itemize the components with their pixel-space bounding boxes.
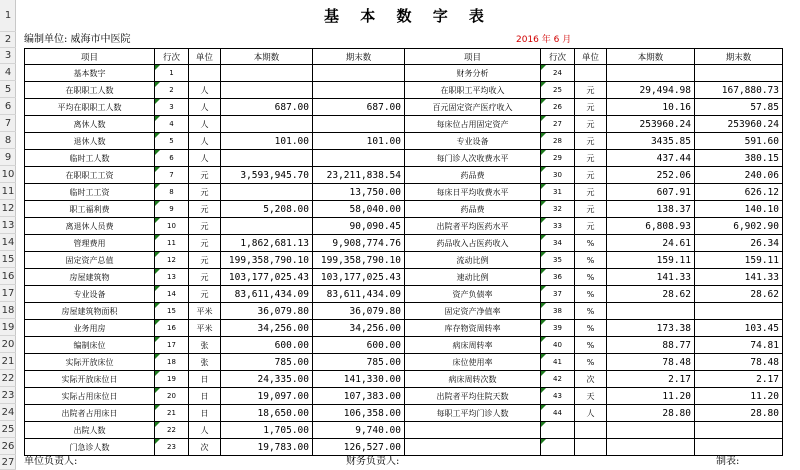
- table-row: [25, 269, 783, 286]
- right-cell-no[interactable]: 35: [541, 252, 575, 269]
- left-cell-end[interactable]: 90,090.45: [313, 218, 405, 235]
- left-cell-current[interactable]: 83,611,434.09: [221, 286, 313, 303]
- right-cell-no[interactable]: 32: [541, 201, 575, 218]
- right-cell-item[interactable]: 出院者平均住院天数: [405, 388, 541, 405]
- row-header-column: [0, 0, 16, 470]
- right-cell-no[interactable]: 36: [541, 269, 575, 286]
- left-cell-no[interactable]: 17: [155, 337, 189, 354]
- left-cell-unit[interactable]: 张: [189, 354, 221, 371]
- right-cell-end[interactable]: 2.17: [695, 371, 783, 388]
- right-cell-current[interactable]: [607, 422, 695, 439]
- row-number[interactable]: 24: [0, 404, 16, 421]
- left-cell-current[interactable]: 18,650.00: [221, 405, 313, 422]
- table-row: [25, 184, 783, 201]
- right-cell-no[interactable]: 28: [541, 133, 575, 150]
- left-cell-end[interactable]: 34,256.00: [313, 320, 405, 337]
- right-cell-end[interactable]: 28.62: [695, 286, 783, 303]
- left-cell-end[interactable]: 106,358.00: [313, 405, 405, 422]
- table-row: [25, 422, 783, 439]
- left-cell-end[interactable]: 58,040.00: [313, 201, 405, 218]
- right-cell-current[interactable]: 28.80: [607, 405, 695, 422]
- header-item-right: 项目: [405, 49, 541, 65]
- right-cell-end[interactable]: 11.20: [695, 388, 783, 405]
- left-cell-no[interactable]: 8: [155, 184, 189, 201]
- table-row: [25, 371, 783, 388]
- left-cell-end[interactable]: [313, 65, 405, 82]
- table-header-row: [25, 49, 783, 65]
- right-cell-item[interactable]: 药品费: [405, 201, 541, 218]
- right-cell-unit[interactable]: %: [575, 354, 607, 371]
- data-table: [24, 48, 783, 456]
- table-row: [25, 218, 783, 235]
- right-cell-item[interactable]: 出院者平均医药水平: [405, 218, 541, 235]
- report-title: 基 本 数 字 表: [324, 7, 492, 25]
- right-cell-current[interactable]: 11.20: [607, 388, 695, 405]
- right-cell-no[interactable]: 39: [541, 320, 575, 337]
- right-cell-current[interactable]: 437.44: [607, 150, 695, 167]
- left-cell-no[interactable]: 10: [155, 218, 189, 235]
- right-cell-unit[interactable]: 元: [575, 150, 607, 167]
- right-cell-end[interactable]: 240.06: [695, 167, 783, 184]
- right-cell-unit[interactable]: 元: [575, 116, 607, 133]
- right-cell-no[interactable]: 33: [541, 218, 575, 235]
- report-date: 2016 年 6 月: [516, 35, 572, 45]
- left-cell-unit[interactable]: 日: [189, 371, 221, 388]
- table-row: [25, 388, 783, 405]
- table-row: [25, 303, 783, 320]
- left-cell-end[interactable]: [313, 116, 405, 133]
- left-cell-current[interactable]: 101.00: [221, 133, 313, 150]
- right-cell-unit[interactable]: 元: [575, 99, 607, 116]
- left-cell-item[interactable]: 在职职工人数: [25, 82, 155, 99]
- row-number[interactable]: 4: [0, 64, 16, 81]
- table-row: [25, 252, 783, 269]
- left-cell-item[interactable]: 退休人数: [25, 133, 155, 150]
- right-cell-end[interactable]: 6,902.90: [695, 218, 783, 235]
- header-end: 期末数: [313, 49, 405, 65]
- left-cell-item[interactable]: 离退休人员费: [25, 218, 155, 235]
- header-item: 项目: [25, 49, 155, 65]
- right-cell-item[interactable]: [405, 439, 541, 456]
- left-cell-unit[interactable]: 元: [189, 184, 221, 201]
- left-cell-unit[interactable]: 元: [189, 201, 221, 218]
- table-row: [25, 354, 783, 371]
- footer-unit-head: 单位负责人:: [24, 456, 78, 467]
- left-cell-no[interactable]: 9: [155, 201, 189, 218]
- right-cell-end[interactable]: 159.11: [695, 252, 783, 269]
- right-cell-item[interactable]: 在职职工平均收入: [405, 82, 541, 99]
- left-cell-unit[interactable]: 人: [189, 150, 221, 167]
- right-cell-current[interactable]: 173.38: [607, 320, 695, 337]
- left-cell-no[interactable]: 12: [155, 252, 189, 269]
- row-number[interactable]: 7: [0, 115, 16, 132]
- left-cell-current[interactable]: [221, 116, 313, 133]
- right-cell-unit[interactable]: [575, 439, 607, 456]
- right-cell-end[interactable]: 167,880.73: [695, 82, 783, 99]
- left-cell-end[interactable]: 23,211,838.54: [313, 167, 405, 184]
- table-row: [25, 65, 783, 82]
- table-row: [25, 286, 783, 303]
- row-number[interactable]: 21: [0, 353, 16, 370]
- right-cell-unit[interactable]: 元: [575, 218, 607, 235]
- left-cell-no[interactable]: 5: [155, 133, 189, 150]
- table-row: [25, 167, 783, 184]
- right-cell-item[interactable]: 每门诊人次收费水平: [405, 150, 541, 167]
- right-cell-unit[interactable]: %: [575, 320, 607, 337]
- right-cell-current[interactable]: [607, 303, 695, 320]
- right-cell-end[interactable]: 74.81: [695, 337, 783, 354]
- left-cell-end[interactable]: 36,079.80: [313, 303, 405, 320]
- left-cell-no[interactable]: 4: [155, 116, 189, 133]
- right-cell-current[interactable]: [607, 65, 695, 82]
- row-number[interactable]: 27: [1, 457, 15, 468]
- right-cell-item[interactable]: 资产负债率: [405, 286, 541, 303]
- left-cell-current[interactable]: 199,358,790.10: [221, 252, 313, 269]
- left-cell-current[interactable]: [221, 82, 313, 99]
- left-cell-current[interactable]: 785.00: [221, 354, 313, 371]
- right-cell-item[interactable]: 流动比例: [405, 252, 541, 269]
- right-cell-no[interactable]: 41: [541, 354, 575, 371]
- left-cell-item[interactable]: 实际占用床位日: [25, 388, 155, 405]
- table-row: [25, 201, 783, 218]
- left-cell-item[interactable]: 离休人数: [25, 116, 155, 133]
- right-cell-no[interactable]: 30: [541, 167, 575, 184]
- left-cell-item[interactable]: 职工福利费: [25, 201, 155, 218]
- left-cell-item[interactable]: 出院者占用床日: [25, 405, 155, 422]
- spreadsheet: [16, 0, 800, 470]
- left-cell-no[interactable]: 2: [155, 82, 189, 99]
- right-cell-item[interactable]: 百元固定资产医疗收入: [405, 99, 541, 116]
- row-number[interactable]: 6: [0, 98, 16, 115]
- left-cell-item[interactable]: 基本数字: [25, 65, 155, 82]
- left-cell-no[interactable]: 16: [155, 320, 189, 337]
- table-row: [25, 235, 783, 252]
- right-cell-unit[interactable]: 元: [575, 201, 607, 218]
- row-number[interactable]: 26: [0, 438, 16, 455]
- left-cell-unit[interactable]: 元: [189, 252, 221, 269]
- left-cell-unit[interactable]: 人: [189, 422, 221, 439]
- header-row-no-right: 行次: [541, 49, 575, 65]
- row-number[interactable]: 3: [0, 48, 16, 64]
- right-cell-current[interactable]: [607, 439, 695, 456]
- right-cell-item[interactable]: 库存物资周转率: [405, 320, 541, 337]
- left-cell-item[interactable]: 在职职工工资: [25, 167, 155, 184]
- right-cell-current[interactable]: 29,494.98: [607, 82, 695, 99]
- left-cell-item[interactable]: 门急诊人数: [25, 439, 155, 456]
- right-cell-no[interactable]: 27: [541, 116, 575, 133]
- right-cell-current[interactable]: 28.62: [607, 286, 695, 303]
- table-row: [25, 337, 783, 354]
- right-cell-end[interactable]: 253960.24: [695, 116, 783, 133]
- row-number[interactable]: 9: [0, 149, 16, 166]
- left-cell-current[interactable]: 19,097.00: [221, 388, 313, 405]
- right-cell-current[interactable]: 138.37: [607, 201, 695, 218]
- right-cell-no[interactable]: 37: [541, 286, 575, 303]
- right-cell-current[interactable]: 10.16: [607, 99, 695, 116]
- right-cell-current[interactable]: 3435.85: [607, 133, 695, 150]
- left-cell-no[interactable]: 1: [155, 65, 189, 82]
- right-cell-item[interactable]: 专业设备: [405, 133, 541, 150]
- left-cell-no[interactable]: 14: [155, 286, 189, 303]
- right-cell-end[interactable]: 380.15: [695, 150, 783, 167]
- right-cell-unit[interactable]: [575, 65, 607, 82]
- left-cell-unit[interactable]: 张: [189, 337, 221, 354]
- left-cell-end[interactable]: 9,908,774.76: [313, 235, 405, 252]
- left-cell-current[interactable]: [221, 184, 313, 201]
- table-row: [25, 150, 783, 167]
- right-cell-item[interactable]: 固定资产净值率: [405, 303, 541, 320]
- right-cell-unit[interactable]: %: [575, 269, 607, 286]
- left-cell-item[interactable]: 实际开放床位: [25, 354, 155, 371]
- left-cell-current[interactable]: 24,335.00: [221, 371, 313, 388]
- right-cell-end[interactable]: [695, 65, 783, 82]
- footer-preparer: 制表:: [716, 456, 740, 467]
- left-cell-no[interactable]: 20: [155, 388, 189, 405]
- left-cell-item[interactable]: 房屋建筑物: [25, 269, 155, 286]
- right-cell-current[interactable]: 6,808.93: [607, 218, 695, 235]
- right-cell-item[interactable]: 每职工平均门诊人数: [405, 405, 541, 422]
- left-cell-end[interactable]: 103,177,025.43: [313, 269, 405, 286]
- right-cell-item[interactable]: 药品收入占医药收入: [405, 235, 541, 252]
- right-cell-end[interactable]: 26.34: [695, 235, 783, 252]
- row-number[interactable]: 22: [0, 370, 16, 387]
- left-cell-unit[interactable]: 元: [189, 286, 221, 303]
- left-cell-item[interactable]: 编制床位: [25, 337, 155, 354]
- left-cell-unit[interactable]: 人: [189, 116, 221, 133]
- right-cell-end[interactable]: 57.85: [695, 99, 783, 116]
- left-cell-unit[interactable]: 人: [189, 82, 221, 99]
- right-cell-current[interactable]: 253960.24: [607, 116, 695, 133]
- right-cell-item[interactable]: 每床位占用固定资产: [405, 116, 541, 133]
- left-cell-end[interactable]: 13,750.00: [313, 184, 405, 201]
- table-row: [25, 439, 783, 456]
- left-cell-no[interactable]: 18: [155, 354, 189, 371]
- right-cell-item[interactable]: 财务分析: [405, 65, 541, 82]
- left-cell-end[interactable]: [313, 82, 405, 99]
- left-cell-end[interactable]: 9,740.00: [313, 422, 405, 439]
- header-current: 本期数: [221, 49, 313, 65]
- right-cell-unit[interactable]: %: [575, 252, 607, 269]
- left-cell-end[interactable]: [313, 150, 405, 167]
- right-cell-no[interactable]: 40: [541, 337, 575, 354]
- header-unit: 单位: [189, 49, 221, 65]
- right-cell-item[interactable]: 病床周转次数: [405, 371, 541, 388]
- left-cell-item[interactable]: 房屋建筑物面积: [25, 303, 155, 320]
- row-number[interactable]: 17: [0, 285, 16, 302]
- header-current-right: 本期数: [607, 49, 695, 65]
- right-cell-end[interactable]: 140.10: [695, 201, 783, 218]
- left-cell-current[interactable]: 34,256.00: [221, 320, 313, 337]
- left-cell-current[interactable]: 5,208.00: [221, 201, 313, 218]
- right-cell-no[interactable]: 26: [541, 99, 575, 116]
- row-number[interactable]: 16: [0, 268, 16, 285]
- right-cell-unit[interactable]: %: [575, 303, 607, 320]
- right-cell-item[interactable]: 每床日平均收费水平: [405, 184, 541, 201]
- right-cell-end[interactable]: 103.45: [695, 320, 783, 337]
- left-cell-end[interactable]: 126,527.00: [313, 439, 405, 456]
- row-number[interactable]: 11: [0, 183, 16, 200]
- right-cell-end[interactable]: 591.60: [695, 133, 783, 150]
- left-cell-no[interactable]: 3: [155, 99, 189, 116]
- left-cell-item[interactable]: 业务用房: [25, 320, 155, 337]
- right-cell-current[interactable]: 88.77: [607, 337, 695, 354]
- left-cell-end[interactable]: 785.00: [313, 354, 405, 371]
- row-number[interactable]: 19: [0, 319, 16, 336]
- table-row: [25, 133, 783, 150]
- right-cell-unit[interactable]: 天: [575, 388, 607, 405]
- left-cell-current[interactable]: [221, 65, 313, 82]
- right-cell-current[interactable]: 24.61: [607, 235, 695, 252]
- right-cell-current[interactable]: 2.17: [607, 371, 695, 388]
- left-cell-no[interactable]: 7: [155, 167, 189, 184]
- right-cell-end[interactable]: 141.33: [695, 269, 783, 286]
- footer-finance-head: 财务负责人:: [346, 456, 400, 467]
- right-cell-current[interactable]: 78.48: [607, 354, 695, 371]
- left-cell-no[interactable]: 11: [155, 235, 189, 252]
- right-cell-no[interactable]: 34: [541, 235, 575, 252]
- left-cell-item[interactable]: 临时工人数: [25, 150, 155, 167]
- header-row-no: 行次: [155, 49, 189, 65]
- row-number[interactable]: 10: [0, 166, 16, 183]
- left-cell-current[interactable]: [221, 150, 313, 167]
- right-cell-end[interactable]: 28.80: [695, 405, 783, 422]
- left-cell-unit[interactable]: 次: [189, 439, 221, 456]
- left-cell-unit[interactable]: 日: [189, 405, 221, 422]
- right-cell-unit[interactable]: 元: [575, 167, 607, 184]
- right-cell-unit[interactable]: %: [575, 286, 607, 303]
- right-cell-unit[interactable]: 次: [575, 371, 607, 388]
- right-cell-no[interactable]: 44: [541, 405, 575, 422]
- reporting-unit: 编制单位: 威海市中医院: [24, 34, 131, 45]
- right-cell-current[interactable]: 141.33: [607, 269, 695, 286]
- right-cell-no[interactable]: 24: [541, 65, 575, 82]
- left-cell-item[interactable]: 出院人数: [25, 422, 155, 439]
- right-cell-unit[interactable]: [575, 422, 607, 439]
- left-cell-unit[interactable]: 平米: [189, 320, 221, 337]
- left-cell-unit[interactable]: 日: [189, 388, 221, 405]
- row-number[interactable]: 8: [0, 132, 16, 149]
- table-row: [25, 320, 783, 337]
- row-number[interactable]: 20: [0, 336, 16, 353]
- left-cell-unit[interactable]: 元: [189, 167, 221, 184]
- left-cell-no[interactable]: 23: [155, 439, 189, 456]
- left-cell-end[interactable]: 199,358,790.10: [313, 252, 405, 269]
- left-cell-unit[interactable]: [189, 65, 221, 82]
- right-cell-unit[interactable]: %: [575, 337, 607, 354]
- table-row: [25, 116, 783, 133]
- right-cell-no[interactable]: 31: [541, 184, 575, 201]
- right-cell-end[interactable]: 626.12: [695, 184, 783, 201]
- left-cell-item[interactable]: 管理费用: [25, 235, 155, 252]
- left-cell-current[interactable]: 103,177,025.43: [221, 269, 313, 286]
- left-cell-unit[interactable]: 人: [189, 99, 221, 116]
- header-unit-right: 单位: [575, 49, 607, 65]
- left-cell-item[interactable]: 实际开放床位日: [25, 371, 155, 388]
- left-cell-no[interactable]: 6: [155, 150, 189, 167]
- left-cell-end[interactable]: 141,330.00: [313, 371, 405, 388]
- left-cell-end[interactable]: 83,611,434.09: [313, 286, 405, 303]
- left-cell-unit[interactable]: 元: [189, 269, 221, 286]
- table-row: [25, 82, 783, 99]
- left-cell-current[interactable]: 687.00: [221, 99, 313, 116]
- row-number[interactable]: 2: [0, 32, 16, 48]
- left-cell-item[interactable]: 临时工工资: [25, 184, 155, 201]
- right-cell-no[interactable]: 29: [541, 150, 575, 167]
- row-number[interactable]: 14: [0, 234, 16, 251]
- left-cell-current[interactable]: 3,593,945.70: [221, 167, 313, 184]
- row-number[interactable]: 12: [0, 200, 16, 217]
- left-cell-no[interactable]: 15: [155, 303, 189, 320]
- left-cell-item[interactable]: 固定资产总值: [25, 252, 155, 269]
- row-number[interactable]: 13: [0, 217, 16, 234]
- right-cell-no[interactable]: 25: [541, 82, 575, 99]
- left-cell-current[interactable]: 1,705.00: [221, 422, 313, 439]
- left-cell-no[interactable]: 21: [155, 405, 189, 422]
- right-cell-current[interactable]: 159.11: [607, 252, 695, 269]
- right-cell-end[interactable]: 78.48: [695, 354, 783, 371]
- left-cell-item[interactable]: 平均在职职工人数: [25, 99, 155, 116]
- left-cell-no[interactable]: 22: [155, 422, 189, 439]
- right-cell-unit[interactable]: 元: [575, 82, 607, 99]
- right-cell-item[interactable]: 病床周转率: [405, 337, 541, 354]
- right-cell-item[interactable]: 速动比例: [405, 269, 541, 286]
- right-cell-end[interactable]: [695, 422, 783, 439]
- header-end-right: 期末数: [695, 49, 783, 65]
- row-number[interactable]: 23: [0, 387, 16, 404]
- row-number[interactable]: 1: [0, 0, 16, 32]
- right-cell-item[interactable]: 药品费: [405, 167, 541, 184]
- left-cell-end[interactable]: 107,383.00: [313, 388, 405, 405]
- right-cell-item[interactable]: 床位使用率: [405, 354, 541, 371]
- right-cell-unit[interactable]: 元: [575, 184, 607, 201]
- right-cell-unit[interactable]: %: [575, 235, 607, 252]
- right-cell-no[interactable]: [541, 422, 575, 439]
- right-cell-end[interactable]: [695, 303, 783, 320]
- table-row: [25, 99, 783, 116]
- right-cell-no[interactable]: 43: [541, 388, 575, 405]
- left-cell-unit[interactable]: 元: [189, 218, 221, 235]
- row-number[interactable]: 25: [0, 421, 16, 438]
- right-cell-no[interactable]: 42: [541, 371, 575, 388]
- right-cell-current[interactable]: 607.91: [607, 184, 695, 201]
- row-number[interactable]: 5: [0, 81, 16, 98]
- left-cell-end[interactable]: 101.00: [313, 133, 405, 150]
- left-cell-end[interactable]: 687.00: [313, 99, 405, 116]
- left-cell-current[interactable]: 19,783.00: [221, 439, 313, 456]
- row-number[interactable]: 18: [0, 302, 16, 319]
- right-cell-current[interactable]: 252.06: [607, 167, 695, 184]
- right-cell-no[interactable]: 38: [541, 303, 575, 320]
- left-cell-current[interactable]: 1,862,681.13: [221, 235, 313, 252]
- right-cell-no[interactable]: [541, 439, 575, 456]
- right-cell-item[interactable]: [405, 422, 541, 439]
- row-number[interactable]: 15: [0, 251, 16, 268]
- left-cell-no[interactable]: 19: [155, 371, 189, 388]
- left-cell-current[interactable]: 600.00: [221, 337, 313, 354]
- left-cell-current[interactable]: 36,079.80: [221, 303, 313, 320]
- left-cell-unit[interactable]: 平米: [189, 303, 221, 320]
- left-cell-unit[interactable]: 元: [189, 235, 221, 252]
- right-cell-unit[interactable]: 人: [575, 405, 607, 422]
- table-row: [25, 405, 783, 422]
- left-cell-item[interactable]: 专业设备: [25, 286, 155, 303]
- left-cell-current[interactable]: [221, 218, 313, 235]
- right-cell-unit[interactable]: 元: [575, 133, 607, 150]
- left-cell-unit[interactable]: 人: [189, 133, 221, 150]
- left-cell-no[interactable]: 13: [155, 269, 189, 286]
- left-cell-end[interactable]: 600.00: [313, 337, 405, 354]
